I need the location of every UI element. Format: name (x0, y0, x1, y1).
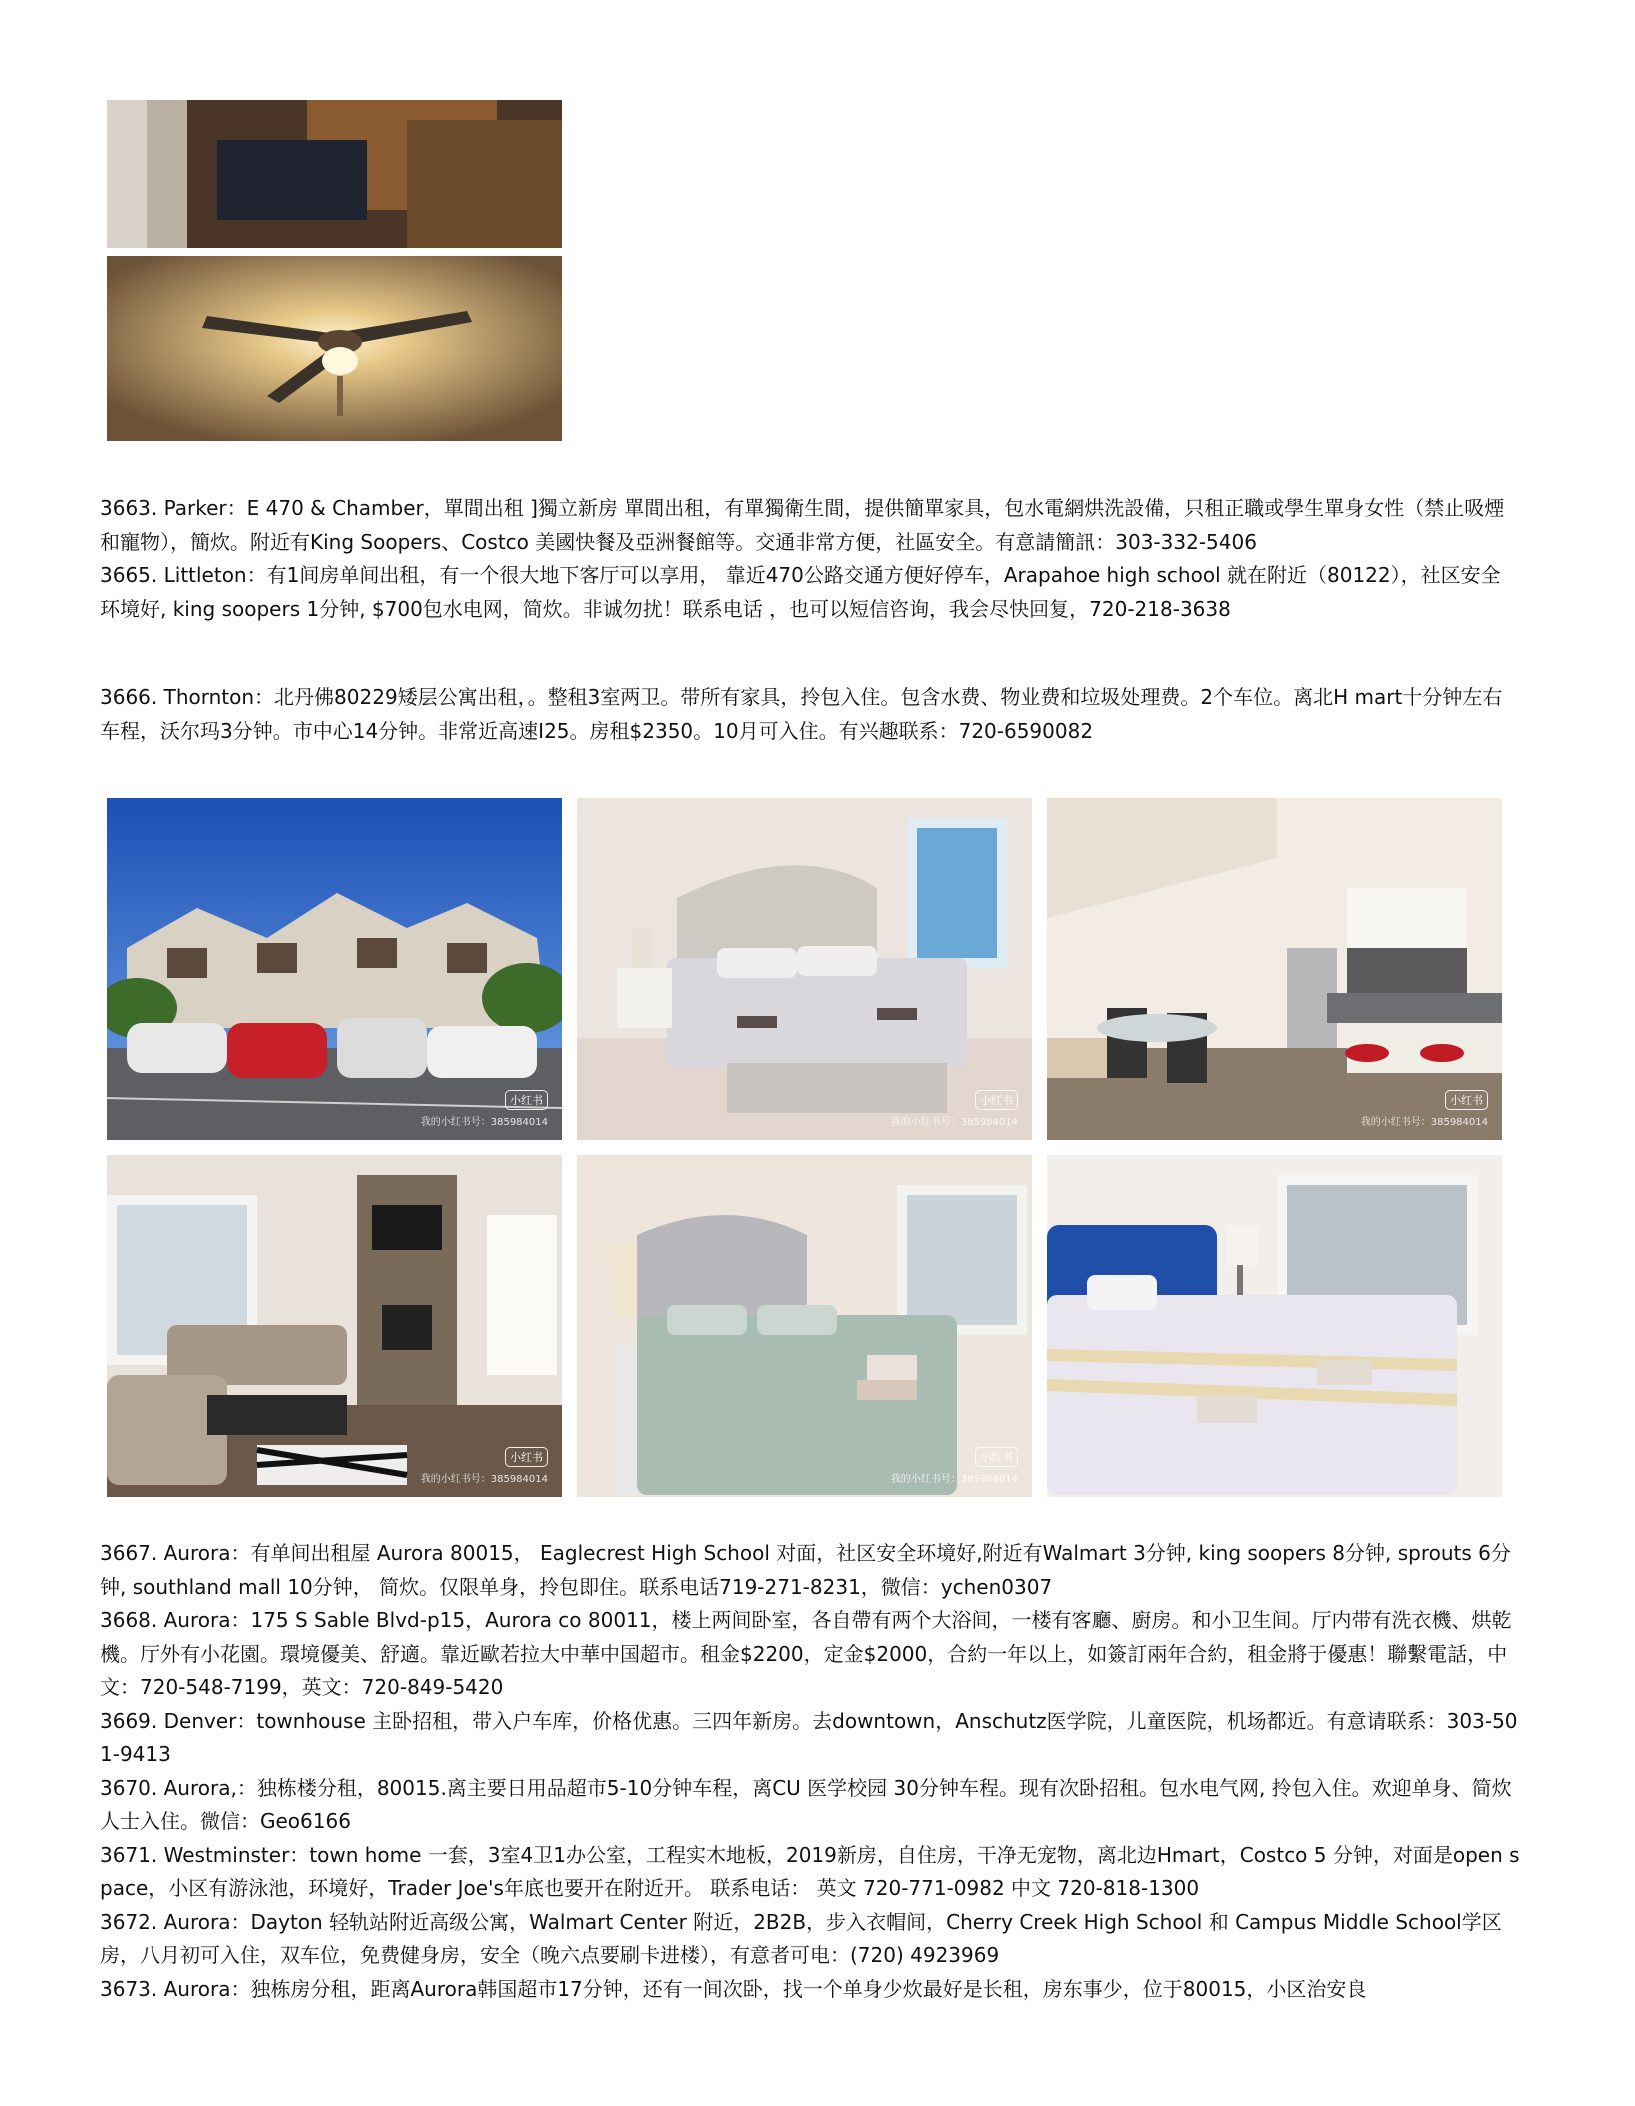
xiaohongshu-badge: 小红书 (975, 1447, 1018, 1467)
listing-3663: 3663. Parker：E 470 & Chamber，單間出租 ]獨立新房 單間出租，有單獨衛生間，提供簡單家具，包水電網烘洗設備，只租正職或學生單身女性（禁止吸煙和寵物），簡炊。附近有King Soopers、Costco 美國快餐及亞洲餐館等。交通非常方便，社區安全。有意請簡訊：303-332-5406 (100, 496, 1505, 554)
photo-bedroom-mint (577, 1155, 1032, 1497)
listing-3670: 3670. Aurora,：独栋楼分租，80015.离主要日用品超市5-10分钟车程，离CU 医学校园 30分钟车程。现有次卧招租。包水电气网, 拎包入住。欢迎单身、简炊人士入住。微信：Geo6166 (100, 1775, 1512, 1833)
listing-photo-closet (107, 100, 562, 248)
xiaohongshu-badge: 小红书 (975, 1090, 1018, 1110)
listing-photo-ceiling-fan (107, 256, 562, 441)
listing-3666: 3666. Thornton：北丹佛80229矮层公寓出租，。整租3室两卫。带所有家具，拎包入住。包含水费、物业费和垃圾处理费。2个车位。离北H mart十分钟左右车程，沃尔玛3分钟。市中心14分钟。非常近高速I25。房租$2350。10月可入住。有兴趣联系：720-6590082 (100, 685, 1503, 743)
listing-3671: 3671. Westminster：town home 一套，3室4卫1办公室，工程实木地板，2019新房，自住房，干净无宠物，离北边Hmart，Costco 5 分钟，对面是open space，小区有游泳池，环境好，Trader Joe's年底也要开在附近开。 联系电话： 英文 720-771-0982 中文 720-818-1300 (100, 1842, 1520, 1900)
xiaohongshu-id-watermark: 我的小红书号：385984014 (420, 1474, 548, 1485)
xiaohongshu-badge: 小红书 (1445, 1090, 1488, 1110)
listings-block-3666 (100, 681, 1520, 748)
photo-bedroom-blue-headboard (1047, 1155, 1502, 1497)
listings-block-bottom (100, 1537, 1520, 2006)
photo-bedroom-tufted (577, 798, 1032, 1140)
listing-3665: 3665. Littleton：有1间房单间出租，有一个很大地下客厅可以享用， 靠近470公路交通方便好停车，Arapahoe high school 就在附近（80122），社区安全环境好, king soopers 1分钟, $700包水电网，简炊。非诚勿扰！联系电话 ，也可以短信咨询，我会尽快回复，720-218-3638 (100, 563, 1501, 621)
xiaohongshu-badge: 小红书 (505, 1090, 548, 1110)
xiaohongshu-badge: 小红书 (505, 1447, 548, 1467)
listing-3672: 3672. Aurora：Dayton 轻轨站附近高级公寓，Walmart Center 附近，2B2B，步入衣帽间，Cherry Creek High School 和 Campus Middle School学区房，八月初可入住，双车位，免费健身房，安全（晚六点要刷卡进楼），有意者可电：(720) 4923969 (100, 1909, 1502, 1967)
listing-3669: 3669. Denver：townhouse 主卧招租，带入户车库，价格优惠。三四年新房。去downtown，Anschutz医学院，儿童医院，机场都近。有意请联系：303-501-9413 (100, 1708, 1518, 1766)
photo-apartment-exterior (107, 798, 562, 1140)
listing-3673: 3673. Aurora：独栋房分租，距离Aurora韩国超市17分钟，还有一间次卧，找一个单身少炊最好是长租，房东事少，位于80015，小区治安良 (100, 1976, 1367, 2001)
listing-3668: 3668. Aurora：175 S Sable Blvd-p15，Aurora co 80011，楼上两间卧室，各自帶有两个大浴间，一楼有客廳、廚房。和小卫生间。厅内带有洗衣機、烘乾機。厅外有小花園。環境優美、舒適。靠近歐若拉大中華中国超市。租金$2200，定金$2000，合約一年以上，如簽訂兩年合約，租金將于優惠！聯繫電話，中文：720-548-7199，英文：720-849-5420 (100, 1608, 1512, 1699)
listing-3667: 3667. Aurora：有单间出租屋 Aurora 80015， Eaglecrest High School 对面，社区安全环境好,附近有Walmart 3分钟, king soopers 8分钟, sprouts 6分钟, southland mall 10分钟， 简炊。仅限单身，拎包即住。联系电话719-271-8231，微信：ychen0307 (100, 1541, 1511, 1599)
photo-living-room-fireplace (107, 1155, 562, 1497)
xiaohongshu-id-watermark: 我的小红书号：385984014 (420, 1117, 548, 1128)
photo-kitchen-dining (1047, 798, 1502, 1140)
listings-block-top (100, 492, 1520, 626)
xiaohongshu-id-watermark: 我的小红书号：385984014 (890, 1117, 1018, 1128)
xiaohongshu-id-watermark: 我的小红书号：385984014 (1360, 1117, 1488, 1128)
xiaohongshu-id-watermark: 我的小红书号：385984014 (890, 1474, 1018, 1485)
